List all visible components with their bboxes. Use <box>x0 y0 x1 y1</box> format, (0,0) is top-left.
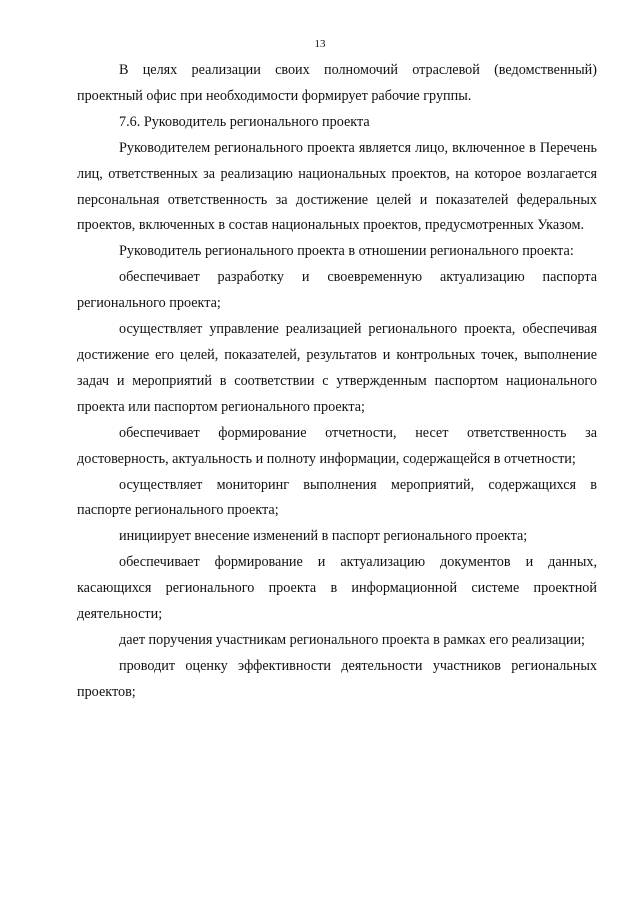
list-item: обеспечивает формирование и актуализацию документов и данных, касающихся регионального проекта в информационной системе проектной деятельности; <box>77 554 597 623</box>
list-item: обеспечивает формирование отчетности, несет ответственность за достоверность, актуальность и полноту информации, содержащейся в отчетности; <box>77 424 597 467</box>
page-number: 13 <box>314 38 326 50</box>
document-body <box>77 58 597 706</box>
section-heading: 7.6. Руководитель регионального проекта <box>119 113 370 130</box>
paragraph-definition: Руководителем регионального проекта является лицо, включенное в Перечень лиц, ответственных за реализацию национальных проектов, на которое возлагается персональная ответственность за достижение целей и показателей федеральных проектов, включенных в состав национальных проектов, предусмотренных Указом. <box>77 139 597 234</box>
list-item: обеспечивает разработку и своевременную актуализацию паспорта регионального проекта; <box>77 269 597 312</box>
list-item: инициирует внесение изменений в паспорт регионального проекта; <box>119 528 528 545</box>
list-item: осуществляет мониторинг выполнения мероприятий, содержащихся в паспорте регионального проекта; <box>77 476 597 519</box>
list-item: дает поручения участникам регионального проекта в рамках его реализации; <box>119 631 585 648</box>
list-item: осуществляет управление реализацией регионального проекта, обеспечивая достижение его целей, показателей, результатов и контрольных точек, выполнение задач и мероприятий в соответствии с утвержденным паспортом национального проекта или паспортом регионального проекта; <box>77 321 597 415</box>
paragraph-duties-intro: Руководитель регионального проекта в отношении регионального проекта: <box>119 243 574 260</box>
list-item: проводит оценку эффективности деятельности участников региональных проектов; <box>77 657 597 700</box>
paragraph-working-groups: В целях реализации своих полномочий отраслевой (ведомственный) проектный офис при необходимости формирует рабочие группы. <box>77 62 597 104</box>
